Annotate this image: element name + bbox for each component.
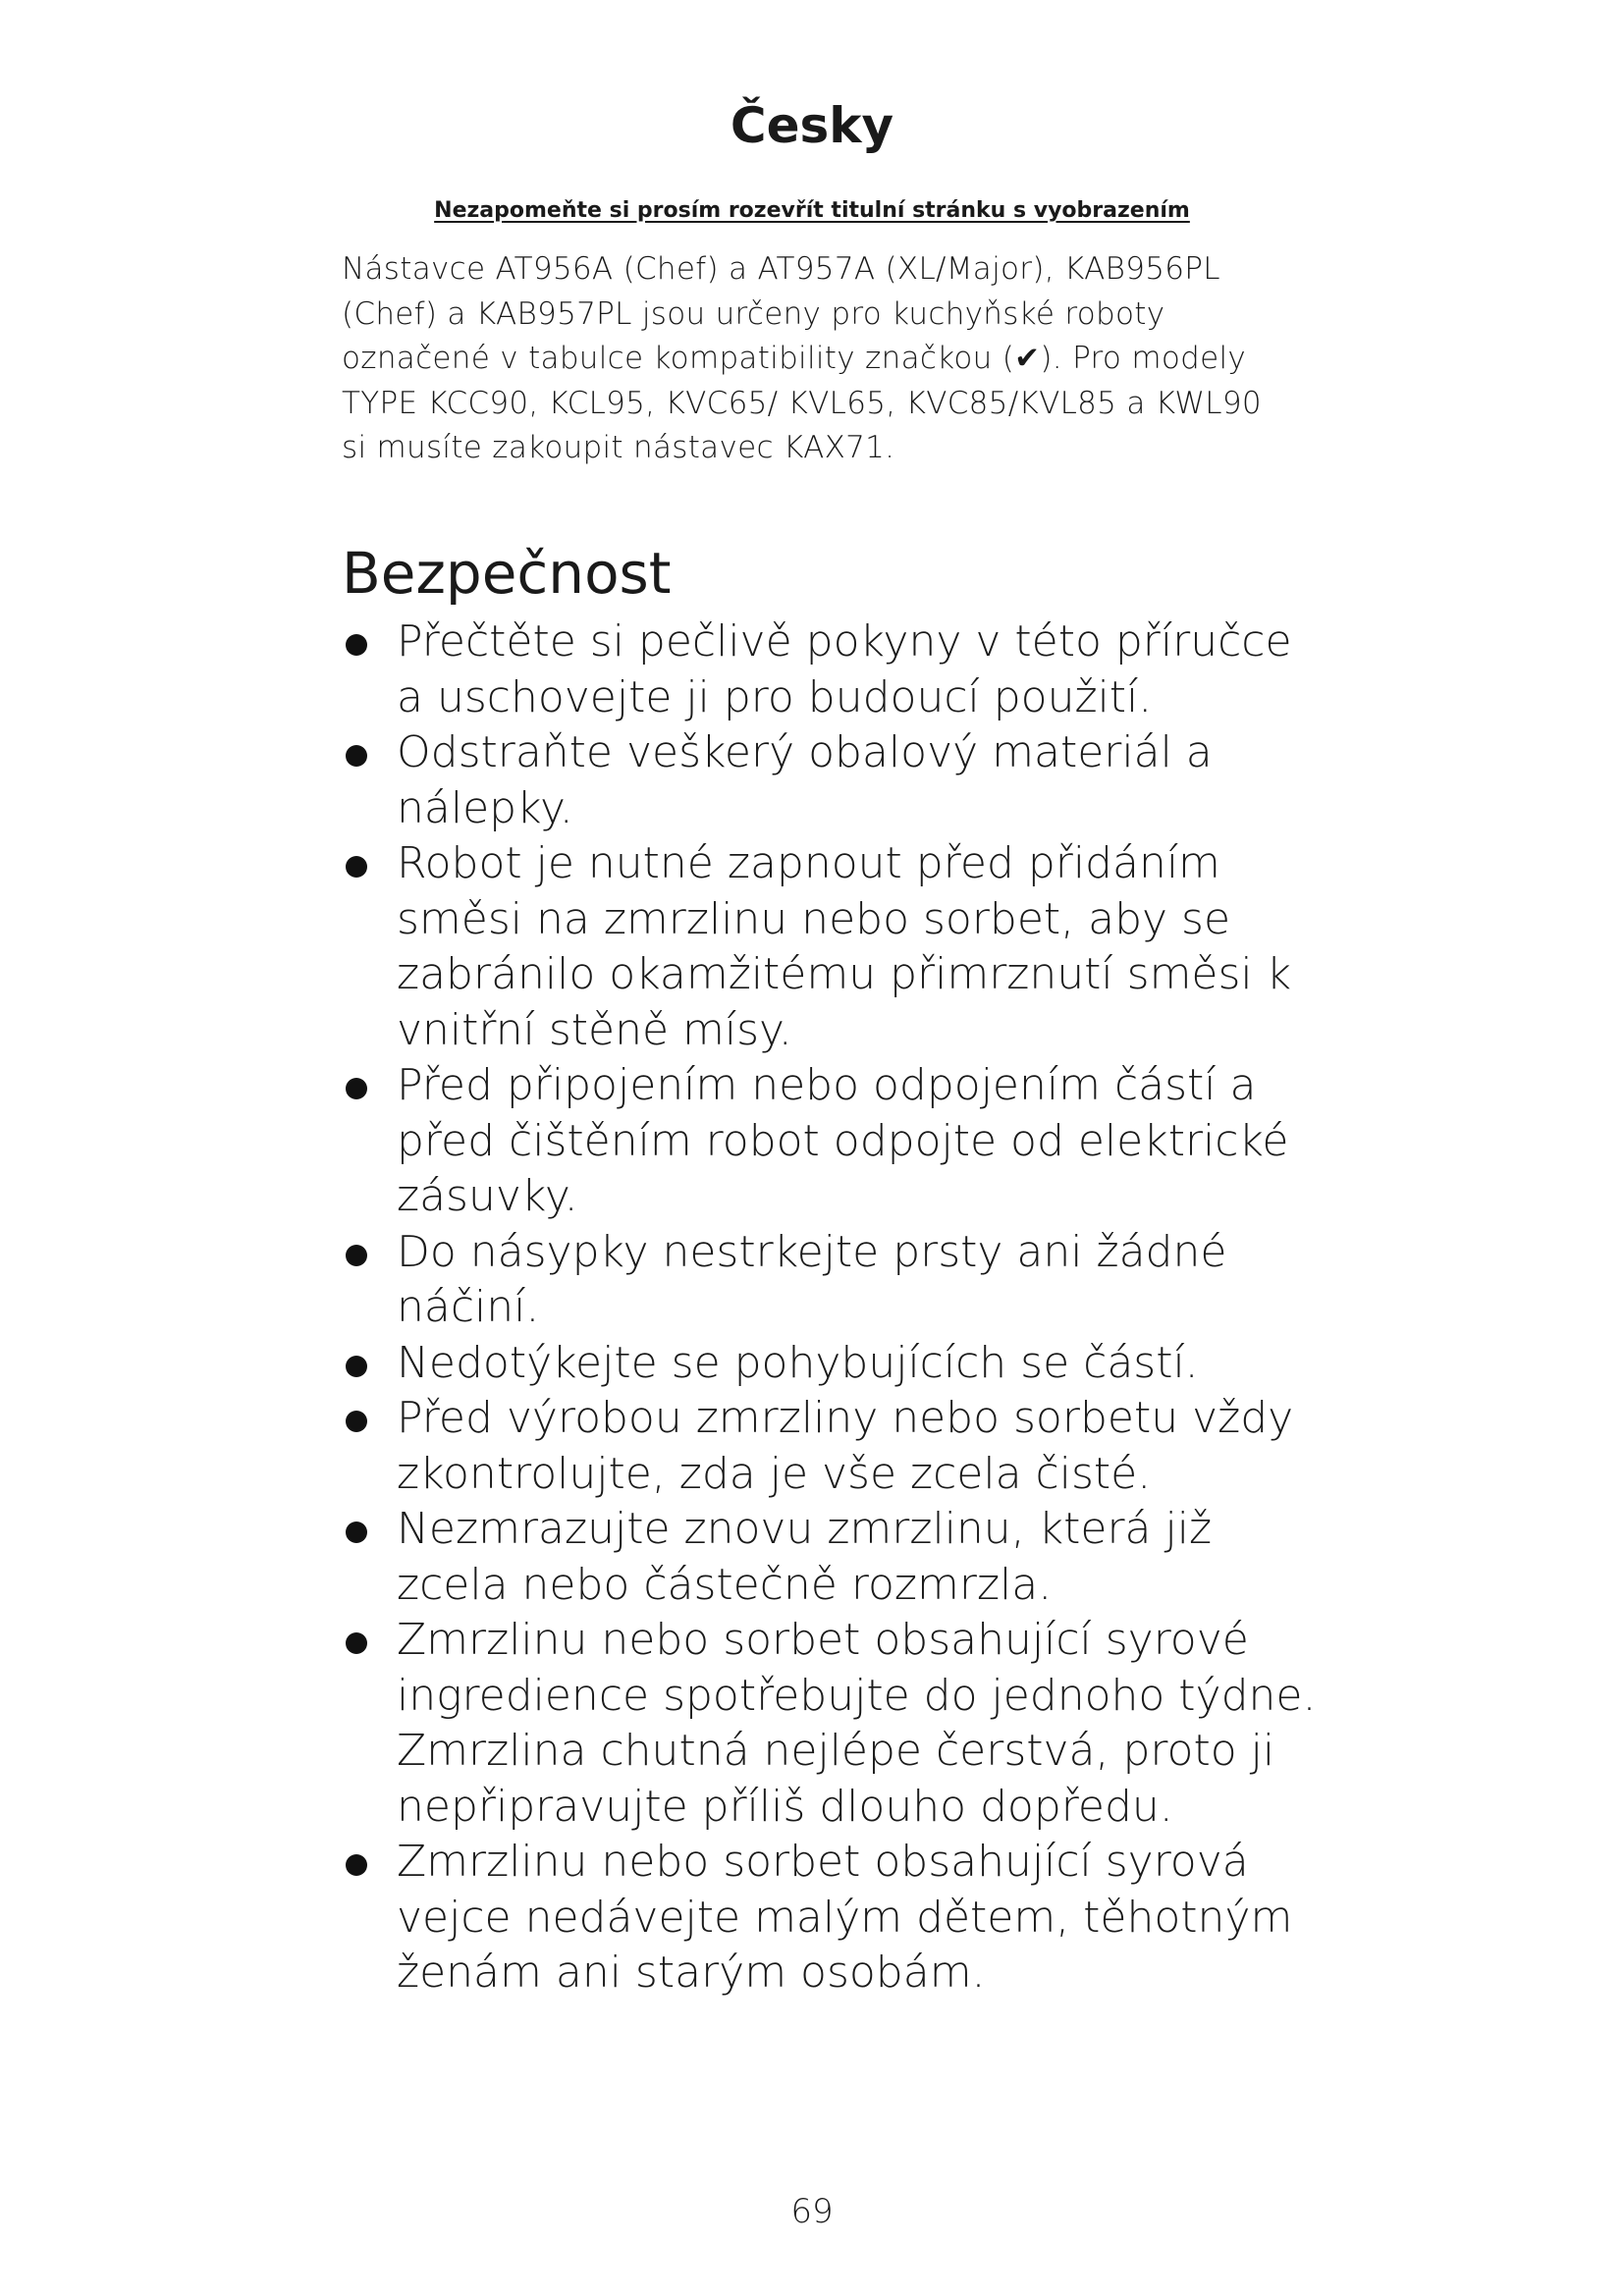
safety-item-text: Odstraňte veškerý obalový materiál a nálepky.	[397, 727, 1213, 833]
safety-item-text: Před připojením nebo odpojením částí a před čištěním robot odpojte od elektrické zásuvky.	[397, 1060, 1289, 1221]
bullet-icon	[346, 1078, 367, 1099]
safety-item-text: Nezmrazujte znovu zmrzlinu, která již zcela nebo částečně rozmrzla.	[397, 1504, 1213, 1610]
bullet-icon	[346, 1411, 367, 1432]
safety-item-text: Před výrobou zmrzliny nebo sorbetu vždy zkontrolujte, zda je vše zcela čisté.	[397, 1393, 1294, 1499]
safety-item-text: Zmrzlinu nebo sorbet obsahující syrové ingredience spotřebujte do jednoho týdne. Zmrzlina chutná nejlépe čerstvá, proto ji nepřipravujte příliš dlouho dopředu.	[397, 1615, 1317, 1832]
safety-item	[342, 1613, 1324, 1835]
safety-heading: Bezpečnost	[342, 540, 672, 607]
bullet-icon	[346, 1632, 367, 1654]
bullet-icon	[346, 634, 367, 656]
safety-item-text: Nedotýkejte se pohybujících se částí.	[397, 1337, 1199, 1388]
safety-item	[342, 1336, 1324, 1392]
bullet-icon	[346, 856, 367, 878]
bullet-icon	[346, 745, 367, 767]
language-title: Česky	[730, 97, 894, 154]
bullet-icon	[346, 1245, 367, 1266]
safety-item-text: Přečtěte si pečlivě pokyny v této příručce a uschovejte ji pro budoucí použití.	[397, 616, 1292, 722]
bullet-icon	[346, 1356, 367, 1377]
safety-item-text: Do násypky nestrkejte prsty ani žádné náčiní.	[397, 1226, 1227, 1332]
bullet-icon	[346, 1854, 367, 1876]
intro-paragraph: Nástavce AT956A (Chef) a AT957A (XL/Major), KAB956PL (Chef) a KAB957PL jsou určeny pro kuchyňské roboty označené v tabulce kompatibility značkou (✔). Pro modely TYPE KCC90, KCL95, KVC65/ KVL65, KVC85/KVL85 a KWL90 si musíte zakoupit nástavec KAX71.	[342, 251, 1262, 465]
safety-item	[342, 1058, 1324, 1225]
safety-item	[342, 614, 1324, 725]
bullet-icon	[346, 1522, 367, 1543]
safety-item	[342, 1502, 1324, 1613]
page-number: 69	[790, 2192, 834, 2231]
safety-item	[342, 836, 1324, 1058]
safety-item	[342, 725, 1324, 836]
safety-item-text: Zmrzlinu nebo sorbet obsahující syrová vejce nedávejte malým dětem, těhotným ženám ani starým osobám.	[397, 1837, 1293, 1998]
fold-out-reminder: Nezapomeňte si prosím rozevřít titulní stránku s vyobrazením	[434, 198, 1190, 223]
safety-item	[342, 1225, 1324, 1336]
safety-item	[342, 1835, 1324, 2002]
safety-item	[342, 1391, 1324, 1502]
safety-item-text: Robot je nutné zapnout před přidáním směsi na zmrzlinu nebo sorbet, aby se zabránilo okamžitému přimrznutí směsi k vnitřní stěně mísy.	[397, 838, 1292, 1055]
safety-list	[342, 614, 1324, 2002]
